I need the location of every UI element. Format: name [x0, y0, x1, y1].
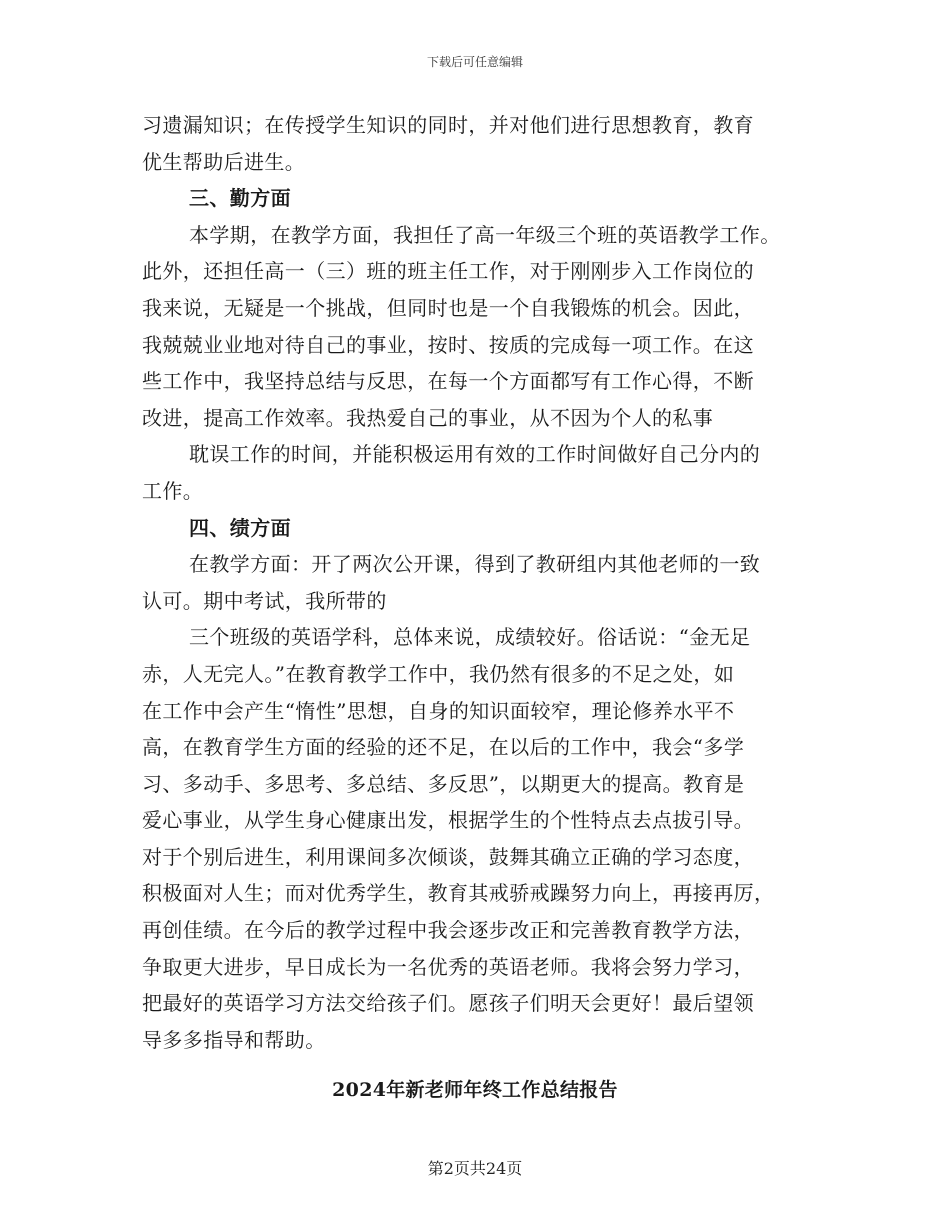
paragraph-line: 认可。期中考试，我所带的 [142, 588, 387, 613]
paragraph-line: 高，在教育学生方面的经验的还不足，在以后的工作中，我会“多学 [142, 735, 745, 760]
paragraph-line: 赤，人无完人。”在教育教学工作中，我仍然有很多的不足之处，如 [142, 661, 735, 686]
paragraph-line: 工作。 [142, 478, 204, 503]
paragraph-line: 争取更大进步，早日成长为一名优秀的英语老师。我将会努力学习， [142, 954, 754, 979]
paragraph-line: 我来说，无疑是一个挑战，但同时也是一个自我锻炼的机会。因此， [142, 295, 754, 320]
section-heading: 四、绩方面 [189, 515, 291, 540]
page-footer: 第2页共24页 [427, 1159, 523, 1178]
paragraph-line: 些工作中，我坚持总结与反思，在每一个方面都写有工作心得，不断 [142, 369, 754, 394]
document-body [142, 107, 812, 1058]
paragraph-line: 在教学方面：开了两次公开课，得到了教研组内其他老师的一致 [189, 552, 761, 577]
page-header: 下载后可任意编辑 [426, 55, 523, 69]
document-title: 2024年新老师年终工作总结报告 [332, 1079, 618, 1101]
paragraph-line: 积极面对人生；而对优秀学生，教育其戒骄戒躁努力向上，再接再厉， [142, 881, 775, 906]
paragraph-line: 我兢兢业业地对待自己的事业，按时、按质的完成每一项工作。在这 [142, 332, 754, 357]
paragraph-line: 优生帮助后进生。 [142, 149, 306, 174]
paragraph-line: 耽误工作的时间，并能积极运用有效的工作时间做好自己分内的 [189, 442, 761, 467]
paragraph-line: 对于个别后进生，利用课间多次倾谈，鼓舞其确立正确的学习态度， [142, 844, 754, 869]
paragraph-line: 本学期，在教学方面，我担任了高一年级三个班的英语教学工作。 [189, 222, 781, 247]
paragraph-line: 再创佳绩。在今后的教学过程中我会逐步改正和完善教育教学方法， [142, 918, 754, 943]
paragraph-line: 爱心事业，从学生身心健康出发，根据学生的个性特点去点拔引导。 [142, 808, 754, 833]
paragraph-line: 改进，提高工作效率。我热爱自己的事业，从不因为个人的私事 [142, 405, 714, 430]
paragraph-line: 把最好的英语学习方法交给孩子们。愿孩子们明天会更好！最后望领 [142, 991, 754, 1016]
section-heading: 三、勤方面 [189, 186, 291, 211]
paragraph-line: 三个班级的英语学科，总体来说，成绩较好。俗话说：“金无足 [189, 625, 751, 650]
paragraph-line: 习、多动手、多思考、多总结、多反思”，以期更大的提高。教育是 [142, 771, 745, 796]
paragraph-line: 此外，还担任高一（三）班的班主任工作，对于刚刚步入工作岗位的 [142, 259, 754, 284]
paragraph-line: 在工作中会产生“惰性”思想，自身的知识面较窄，理论修养水平不 [142, 698, 735, 723]
paragraph-line: 习遗漏知识；在传授学生知识的同时，并对他们进行思想教育，教育 [142, 113, 754, 137]
paragraph-line: 导多多指导和帮助。 [142, 1027, 326, 1052]
